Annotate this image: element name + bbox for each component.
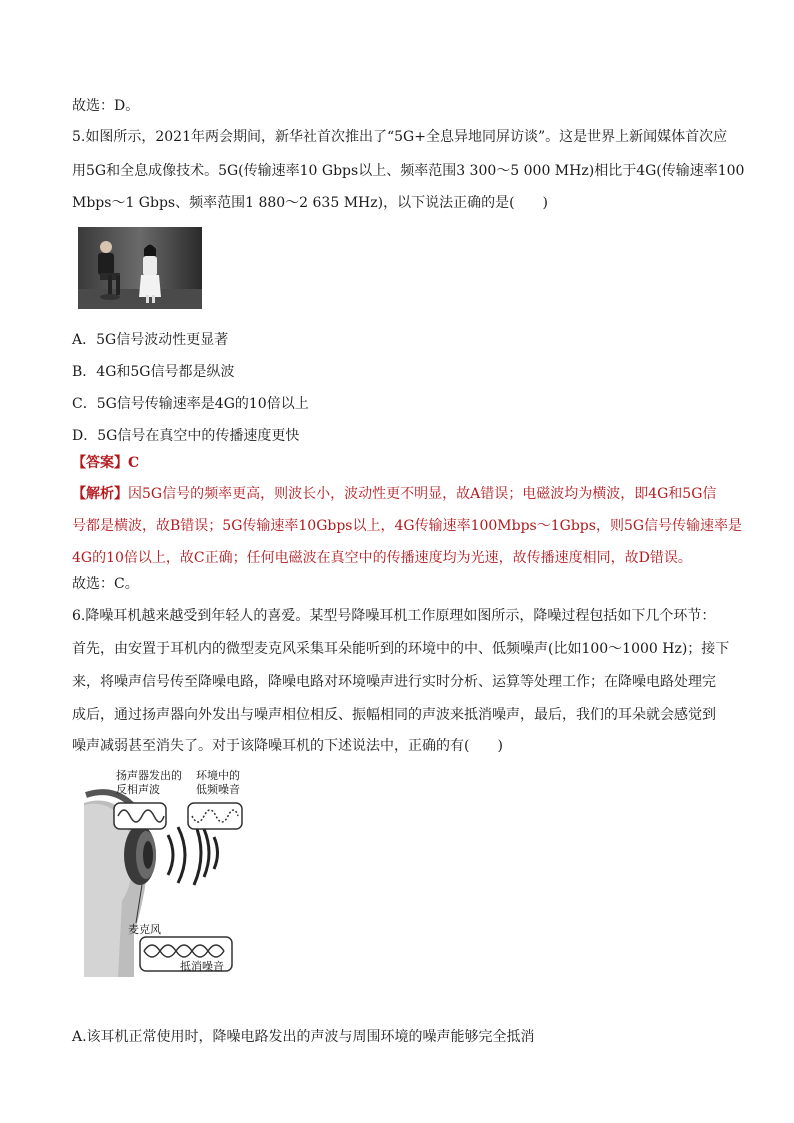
question5-line-2: 用5G和全息成像技术。5G(传输速率10 Gbps以上、频率范围3 300～5 000 MHz)相比于4G(传输速率100 (72, 163, 745, 179)
question6-line-4: 成后，通过扬声器向外发出与噪声相位相反、振幅相同的声波来抵消噪声，最后，我们的耳朵就会感觉到 (72, 707, 716, 723)
answer-line: 【答案】C (72, 455, 140, 471)
option-c: C．5G信号传输速率是4G的10倍以上 (72, 396, 309, 412)
question6-line-1: 6.降噪耳机越来越受到年轻人的喜爱。某型号降噪耳机工作原理如图所示，降噪过程包括如下几个环节： (72, 608, 716, 624)
interview-photo-art (78, 227, 202, 309)
question6-option-a: A.该耳机正常使用时，降噪电路发出的声波与周围环境的噪声能够完全抵消 (72, 1029, 535, 1045)
analysis-text-1: 因5G信号的频率更高，则波长小，波动性更不明显，故A错误；电磁波均为横波，即4G和5G信 (128, 486, 717, 502)
question6-line-3: 来，将噪声信号传至降噪电路，降噪电路对环境噪声进行实时分析、运算等处理工作；在降噪电路处理完 (72, 674, 716, 690)
option-a: A．5G信号波动性更显著 (72, 332, 229, 348)
label-mic: 麦克风 (128, 923, 161, 936)
option-b: B．4G和5G信号都是纵波 (72, 364, 235, 380)
label-speaker-1: 扬声器发出的 (116, 769, 182, 782)
label-speaker-2: 反相声波 (116, 783, 160, 796)
question6-line-5: 噪声减弱甚至消失了。对于该降噪耳机的下述说法中，正确的有( ) (72, 738, 503, 754)
label-env-1: 环境中的 (196, 769, 240, 782)
label-env-2: 低频噪音 (196, 783, 240, 796)
analysis-line-3: 4G的10倍以上，故C正确；任何电磁波在真空中的传播速度均为光速，故传播速度相同，故D错误。 (72, 550, 692, 566)
question6-line-2: 首先，由安置于耳机内的微型麦克风采集耳朵能听到的环境中的中、低频噪声(比如100～1000 Hz)；接下 (72, 641, 730, 657)
analysis-line-1 (72, 484, 716, 504)
analysis-line-2: 号都是横波，故B错误；5G传输速率10Gbps以上，4G传输速率100Mbps～1Gbps，则5G信号传输速率是 (72, 518, 743, 534)
question5-line-3: Mbps～1 Gbps、频率范围1 880～2 635 MHz)，以下说法正确的是( ) (72, 195, 549, 211)
noise-cancel-diagram-art (84, 765, 254, 977)
interview-photo (78, 227, 202, 309)
option-d: D．5G信号在真空中的传播速度更快 (72, 428, 300, 444)
conclusion-line-1: 故选：D。 (72, 98, 140, 114)
analysis-tag: 【解析】 (72, 486, 128, 502)
conclusion-line-2: 故选：C。 (72, 576, 139, 592)
question5-line-1: 5.如图所示，2021年两会期间，新华社首次推出了“5G+全息异地同屏访谈”。这是世界上新闻媒体首次应 (72, 129, 728, 145)
noise-cancel-diagram (84, 765, 254, 977)
label-cancel: 抵消噪音 (180, 960, 224, 973)
